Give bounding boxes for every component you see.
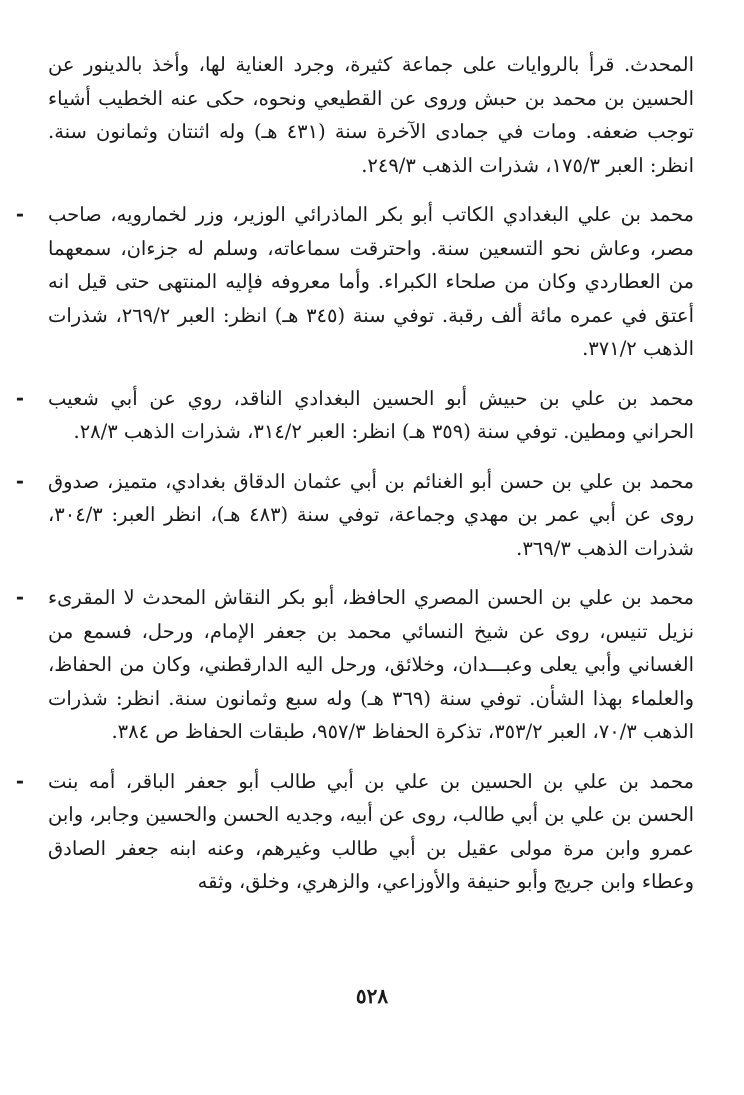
entry-al-baqir [15, 765, 694, 899]
entry-text: محمد بن علي بن حسن أبو الغنائم بن أبي عثمان الدقاق بغدادي، متميز، صدوق روى عن أبي عمر بن مهدي وجماعة، توفي سنة (٤٨٣ هـ)، انظر العبر: ٣٠٤/٣، شذرات الذهب ٣٦٩/٣. [48, 469, 694, 560]
entry-dash: - [15, 386, 24, 410]
page-body [15, 48, 694, 1048]
entry-continued [48, 48, 694, 182]
entry-text: محمد بن علي بن حبيش أبو الحسين البغدادي الناقد، روي عن أبي شعيب الحراني ومطين. توفي سنة (٣٥٩ هـ) انظر: العبر ٣١٤/٢، شذرات الذهب ٢٨/٣. [48, 386, 694, 443]
entry-madhara-i [15, 198, 694, 366]
entry-dash: - [15, 586, 24, 609]
entry-dash: - [15, 469, 24, 493]
entry-abu-al-ghanaim [15, 465, 694, 566]
entry-text: المحدث. قرأ بالروايات على جماعة كثيرة، وجرد العناية لها، وأخذ بالدينور عن الحسين بن محمد بن حبش وروى عن القطيعي ونحوه، حكى عنه الخطيب أشياء توجب ضعفه. ومات في جمادى الآخرة سنة (٤٣١ هـ) وله اثنتان وثمانون سنة. انظر: العبر ١٧٥/٣، شذرات الذهب ٢٤٩/٣. [48, 53, 694, 177]
entry-text: محمد بن علي البغدادي الكاتب أبو بكر الماذرائي الوزير، وزر لخمارويه، صاحب مصر، وعاش نحو التسعين سنة. واحترقت سماعاته، وسلم له جزءان، سمعهما من العطاردي وكان من صلحاء الكبراء. وأما معروفه فإليه المنتهى حتى قيل انه أعتق في عمره مائة ألف رقبة. توفي سنة (٣٤٥ هـ) انظر: العبر ٢٦٩/٢، شذرات الذهب ٣٧١/٢. [48, 203, 694, 360]
entry-ibn-hubaysh [15, 382, 694, 449]
entry-al-naqqash [15, 581, 694, 749]
entry-dash: - [15, 769, 24, 793]
entry-text: محمد بن علي بن الحسين بن علي بن أبي طالب أبو جعفر الباقر، أمه بنت الحسن بن علي بن أبي طالب، روى عن أبيه، وجديه الحسن والحسين وجابر، وابن عمرو وابن مرة مولى عقيل بن أبي طالب وغيرهم، وعنه ابنه جعفر الصادق وعطاء وابن جريج وأبو حنيفة والأوزاعي، والزهري، وخلق، وثقه [48, 769, 694, 893]
entry-text: محمد بن علي بن الحسن المصري الحافظ، أبو بكر النقاش المحدث لا المقرىء نزيل تنيس، روى عن شيخ النسائي محمد بن جعفر الإمام، ورحل، فسمع من الغساني وأبي يعلى وعبـــدان، وخلائق، ورحل اليه الدارقطني، وكان من الحفاظ، والعلماء بهذا الشأن. توفي سنة (٣٦٩ هـ) وله سبع وثمانون سنة. انظر: شذرات الذهب ٧٠/٣، العبر ٣٥٣/٢، تذكرة الحفاظ ٩٥٧/٣، طبقات الحفاظ ص ٣٨٤. [48, 586, 694, 743]
page-number: ٥٢٨ [355, 984, 389, 1008]
entry-dash: - [15, 203, 24, 226]
